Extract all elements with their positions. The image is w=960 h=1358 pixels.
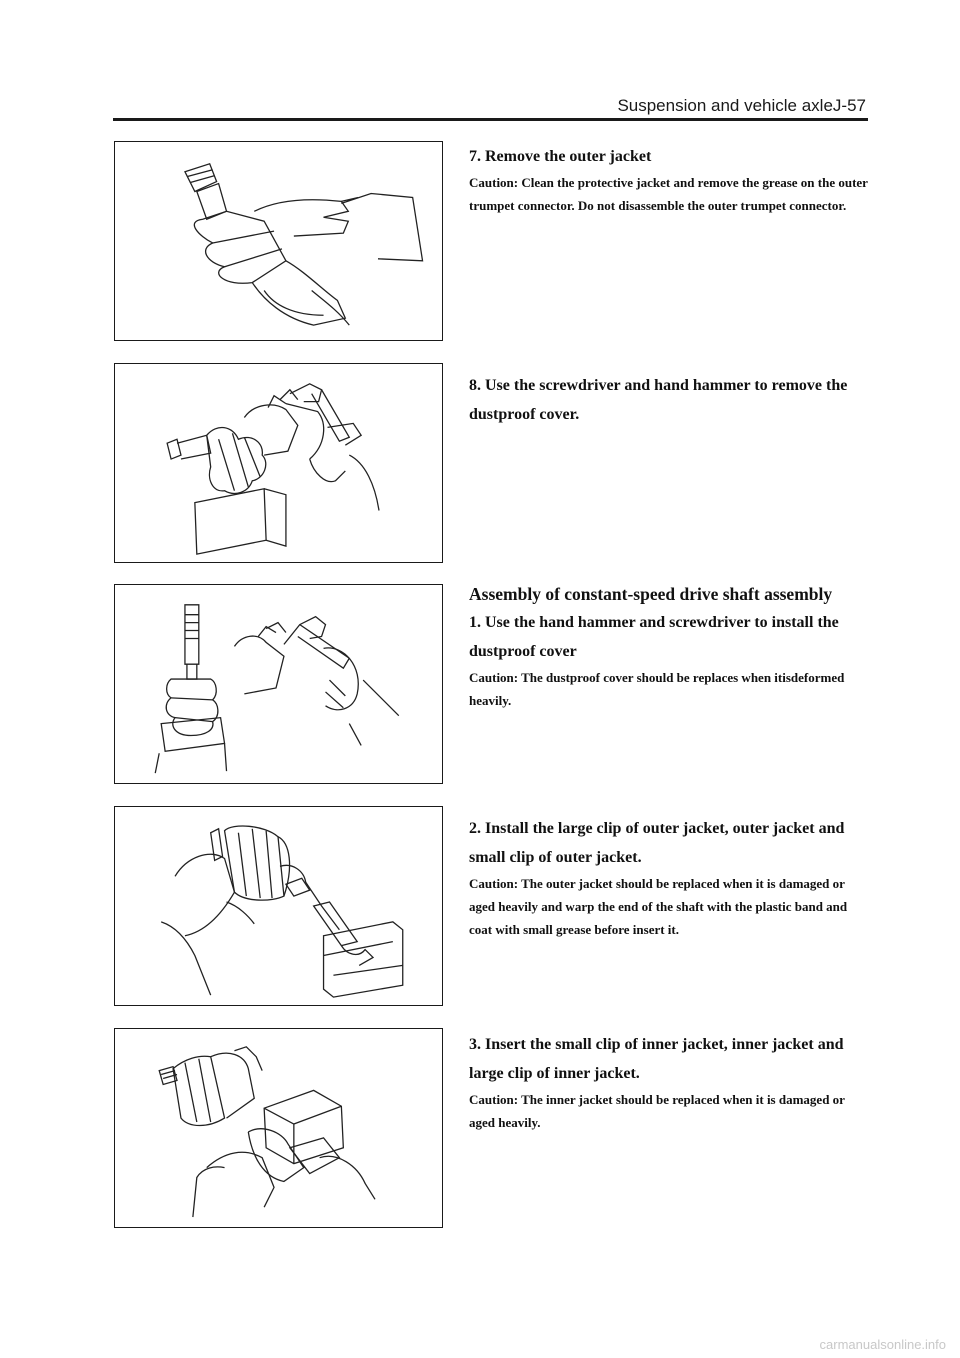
figure-remove-outer-jacket [114, 141, 443, 341]
step-title: 3. Insert the small clip of inner jacket, inner jacket and large clip of inner jacket. [469, 1036, 844, 1082]
page-header-title: Suspension and vehicle axleJ-57 [617, 96, 866, 115]
step-title: 2. Install the large clip of outer jacket, outer jacket and small clip of outer jacket. [469, 820, 845, 866]
page-header [113, 96, 868, 121]
figure-remove-dustproof-cover [114, 363, 443, 563]
figure-install-outer-jacket [114, 806, 443, 1006]
caution-text: Caution: Clean the protective jacket and remove the grease on the outer trumpet connector. Do not disassemble the outer trumpet connector. [469, 175, 868, 213]
outer-jacket-install-illustration [115, 807, 442, 1005]
watermark: carmanualsonline.info [819, 1337, 946, 1352]
step-block-7 [469, 142, 869, 217]
dustproof-cover-removal-illustration [115, 364, 442, 562]
step-title: 8. Use the screwdriver and hand hammer to remove the dustproof cover. [469, 377, 848, 423]
assembly-block-2 [469, 814, 869, 941]
figure-install-dustproof-cover [114, 584, 443, 784]
inner-jacket-install-illustration [115, 1029, 442, 1227]
step-title: 7. Remove the outer jacket [469, 148, 652, 165]
caution-text: Caution: The outer jacket should be replaced when it is damaged or aged heavily and warp the end of the shaft with the plastic band and coat with small grease before insert it. [469, 876, 848, 937]
caution-text: Caution: The dustproof cover should be replaces when itisdeformed heavily. [469, 670, 845, 708]
assembly-block-3 [469, 1030, 869, 1134]
step-title: 1. Use the hand hammer and screwdriver to install the dustproof cover [469, 614, 839, 660]
figure-insert-inner-jacket [114, 1028, 443, 1228]
assembly-block-1 [469, 580, 869, 712]
section-title: Assembly of constant-speed drive shaft assembly [469, 584, 833, 604]
caution-text: Caution: The inner jacket should be replaced when it is damaged or aged heavily. [469, 1092, 845, 1130]
step-block-8 [469, 371, 869, 429]
outer-jacket-removal-illustration [115, 142, 442, 340]
dustproof-cover-install-illustration [115, 585, 442, 783]
